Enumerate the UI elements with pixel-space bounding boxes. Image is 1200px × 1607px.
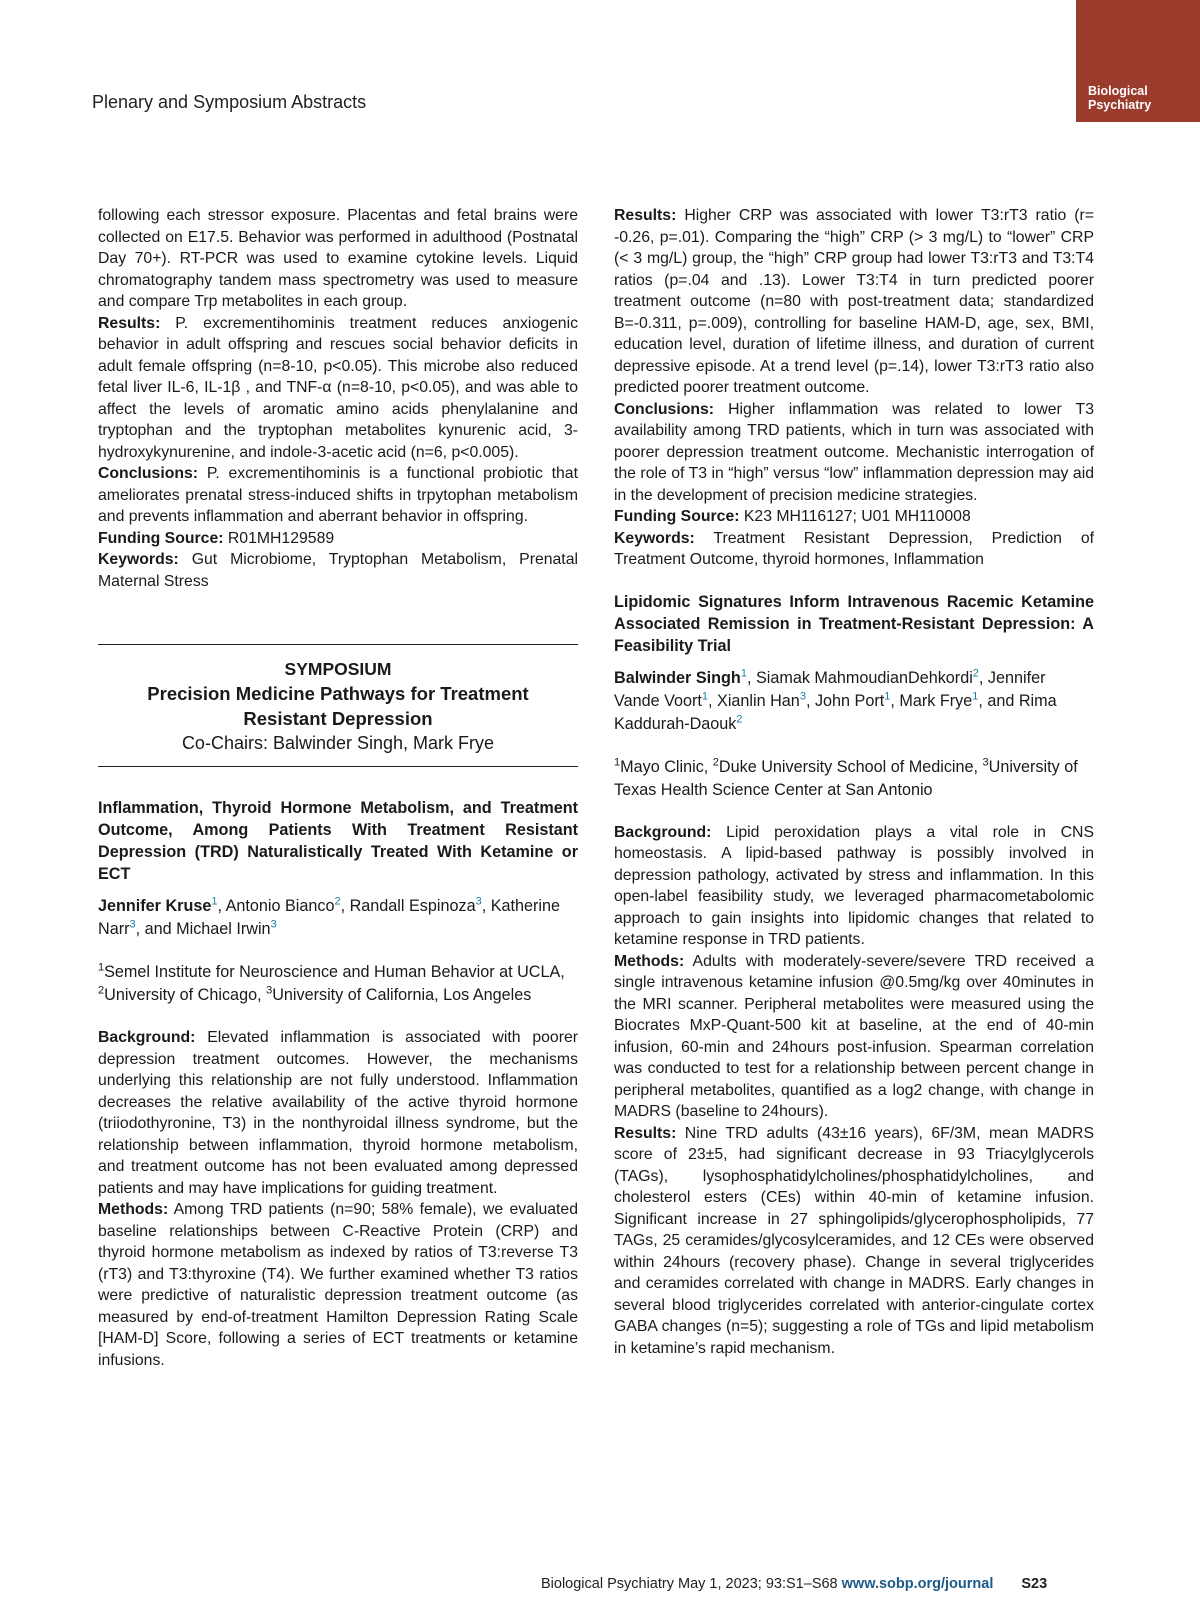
author-sup: 1: [211, 895, 218, 908]
author-list: [614, 667, 1094, 736]
methods-text: Adults with moderately-severe/severe TRD received a single intravenous ketamine infusion @0.5mg/kg over 40minutes in the MRI scanner. Peripheral metabolites were measured using the Biocrates MxP-Quant-500 kit at baseline, at the end of 40-min infusion, 60-min and 24hours post-infusion. Spearman correlation was conducted to test for a relationship between percent change in peripheral metabolites, quantified as a log2 change, with change in MADRS (baseline to 24hours).: [614, 952, 1094, 1120]
results-text: P. excrementihominis treatment reduces anxiogenic behavior in adult offspring and rescues social behavior deficits in adult female offspring (n=8-10, p<0.05). This microbe also reduced fetal liver IL-6, IL-1β , and TNF-α (n=8-10, p<0.05), and was able to affect the levels of aromatic amino acids phenylalanine and tryptophan and the tryptophan metabolites kynurenic acid, 3-hydroxykynurenine, and indole-3-acetic acid (n=6, p<0.005).: [98, 314, 578, 461]
keywords-text: Treatment Resistant Depression, Prediction of Treatment Outcome, thyroid hormones, Inflammation: [614, 529, 1094, 568]
keywords-text: Gut Microbiome, Tryptophan Metabolism, Prenatal Maternal Stress: [98, 551, 578, 590]
page-number: S23: [1021, 1576, 1048, 1592]
author-name: , Katherine Narr: [98, 897, 561, 938]
author-sup: 2: [972, 667, 979, 680]
continuation-text: following each stressor exposure. Placentas and fetal brains were collected on E17.5. Behavior was performed in adulthood (Postnatal Day 70+). RT-PCR was used to examine cytokine levels. Liquid chromatography tandem mass spectrometry was used to measure and compare Trp metabolites in each group.: [98, 207, 578, 310]
author-name: , and Rima Kaddurah-Daouk: [614, 691, 1057, 733]
affil-sup: 1: [98, 961, 105, 974]
results-paragraph: [98, 313, 578, 464]
abstract-title: Inflammation, Thyroid Hormone Metabolism, and Treatment Outcome, Among Patients With Treatment Resistant Depression (TRD) Naturalistically Treated With Ketamine or ECT: [98, 799, 578, 883]
author-name: , Antonio Bianco: [217, 897, 335, 915]
keywords-label: Keywords:: [614, 529, 695, 547]
background-paragraph: [614, 822, 1094, 951]
keywords-label: Keywords:: [98, 551, 179, 568]
author-sup: 1: [972, 690, 979, 703]
affil-text: Mayo Clinic,: [620, 757, 713, 776]
background-paragraph: [98, 1027, 578, 1199]
author-name: , John Port: [805, 691, 885, 710]
author-sup: 3: [270, 918, 277, 931]
methods-paragraph: [98, 1199, 578, 1371]
conclusions-text: P. excrementihominis is a functional probiotic that ameliorates prenatal stress-induced shifts in trpytophan metabolism and prevents inflammation and aberrant behavior in offspring.: [98, 465, 578, 525]
affil-sup: 3: [266, 984, 273, 997]
affil-sup: 2: [712, 756, 719, 769]
author-sup: 3: [475, 895, 482, 908]
left-column: [98, 205, 578, 1371]
symposium-box: [98, 644, 578, 767]
lead-author: Jennifer Kruse: [98, 897, 212, 915]
methods-text: Among TRD patients (n=90; 58% female), we evaluated baseline relationships between C-Reactive Protein (CRP) and thyroid hormone metabolism as indexed by ratios of T3:reverse T3 (rT3) and T3:thyroxine (T4). We further examined whether T3 ratios were predictive of naturalistic depression treatment outcome (as measured by end-of-treatment Hamilton Depression Rating Scale [HAM-D] Score, following a series of ECT treatments or ketamine infusions.: [98, 1201, 578, 1369]
author-sup: 3: [129, 918, 136, 931]
page-footer: [541, 1576, 1047, 1592]
author-sup: 2: [334, 895, 341, 908]
funding-label: Funding Source:: [98, 529, 224, 547]
journal-badge: [1076, 0, 1200, 122]
affil-sup: 3: [982, 756, 989, 769]
affil-text: University of Chicago,: [104, 986, 267, 1004]
author-name: , Jennifer Vande Voort: [614, 668, 1046, 710]
author-name: , Xianlin Han: [708, 691, 800, 710]
author-sup: 1: [701, 690, 709, 703]
results-label: Results:: [614, 207, 677, 224]
symposium-chairs: Co-Chairs: Balwinder Singh, Mark Frye: [181, 733, 495, 753]
affil-text: Duke University School of Medicine,: [718, 757, 983, 776]
methods-paragraph: [614, 951, 1094, 1123]
background-label: Background:: [98, 1029, 196, 1046]
author-sup: 3: [799, 690, 806, 703]
conclusions-paragraph: [614, 399, 1094, 507]
keywords-paragraph: [614, 528, 1094, 571]
results-paragraph: [614, 205, 1094, 399]
author-name: , Randall Espinoza: [340, 897, 476, 915]
author-sup: 2: [736, 713, 743, 726]
conclusions-paragraph: [98, 463, 578, 528]
funding-label: Funding Source:: [614, 508, 740, 525]
results-label: Results:: [98, 314, 161, 332]
journal-url-link[interactable]: www.sobp.org/journal: [841, 1576, 994, 1592]
journal-badge-line1: Biological: [1088, 84, 1148, 98]
funding-text: R01MH129589: [223, 529, 335, 547]
affil-text: University of Texas Health Science Center at San Antonio: [614, 757, 1078, 799]
affil-text: Semel Institute for Neuroscience and Human Behavior at UCLA,: [104, 963, 565, 981]
right-column: [614, 205, 1094, 1359]
results-text: Higher CRP was associated with lower T3:rT3 ratio (r= -0.26, p=.01). Comparing the “high” CRP (> 3 mg/L) to “lower” CRP (< 3 mg/L) group, the “high” CRP group had lower T3:rT3 and T3:T4 ratios (p=.04 and .13). Lower T3:T4 in turn predicted poorer treatment outcome (n=80 with post-treatment data; standardized B=-0.311, p=.009), controlling for baseline HAM-D, age, sex, BMI, education level, duration of lifetime illness, and duration of current depressive episode. At a trend level (p=.14), lower T3:rT3 ratio also predicted poorer treatment outcome.: [614, 207, 1094, 396]
funding-text: K23 MH116127; U01 MH110008: [739, 508, 971, 525]
footer-citation: Biological Psychiatry May 1, 2023; 93:S1–S68: [541, 1576, 842, 1592]
author-name: , Siamak MahmoudianDehkordi: [746, 668, 973, 687]
symposium-title-line1: Precision Medicine Pathways for Treatment: [147, 683, 529, 704]
funding-paragraph: [614, 506, 1094, 528]
affiliations: [98, 961, 578, 1007]
methods-label: Methods:: [614, 952, 685, 970]
symposium-heading: SYMPOSIUM: [284, 659, 392, 679]
affiliations: [614, 756, 1094, 802]
results-text: Nine TRD adults (43±16 years), 6F/3M, mean MADRS score of 23±5, had significant decrease in 93 Triacylglycerols (TAGs), lysophosphatidylcholines/phosphatidylcholines, and cholesterol esters (CEs) within 40-min of ketamine infusion. Significant increase in 27 sphingolipids/glycerophospholipids, 77 TAGs, 25 ceramides/glycosylceramides, and 12 CEs were observed within 24hours (recovery phase). Change in several triglycerides and ceramides correlated with change in MADRS. Early changes in several blood triglycerides correlated with anterior-cingulate cortex GABA changes (n=5); suggesting a role of TGs and lipid metabolism in ketamine’s rapid mechanism.: [614, 1124, 1094, 1357]
affil-text: University of California, Los Angeles: [272, 986, 532, 1004]
conclusions-label: Conclusions:: [98, 465, 199, 482]
author-name: , Mark Frye: [890, 691, 973, 710]
affil-sup: 2: [98, 984, 105, 997]
conclusions-label: Conclusions:: [614, 400, 715, 418]
running-head: Plenary and Symposium Abstracts: [92, 92, 367, 112]
conclusions-text: Higher inflammation was related to lower T3 availability among TRD patients, which in turn was associated with poorer depression treatment outcome. Mechanistic interrogation of the role of T3 in “high” versus “low” inflammation depression may aid in the development of precision medicine strategies.: [614, 400, 1094, 504]
affil-sup: 1: [614, 756, 621, 769]
symposium-title-line2: Resistant Depression: [243, 708, 433, 729]
results-paragraph: [614, 1123, 1094, 1360]
author-sup: 1: [740, 667, 747, 680]
background-text: Lipid peroxidation plays a vital role in CNS homeostasis. A lipid-based pathway is possibly involved in depression pathology, activated by stress and inflammation. In this open-label feasibility study, we leveraged pharmacometabolomic approach to gain insights into lipidomic changes that related to ketamine response in TRD patients.: [614, 823, 1094, 948]
results-label: Results:: [614, 1124, 677, 1142]
author-list: [98, 895, 578, 941]
lead-author: Balwinder Singh: [614, 668, 741, 687]
author-name: , and Michael Irwin: [135, 920, 271, 938]
background-text: Elevated inflammation is associated with poorer depression treatment outcomes. However, the mechanisms underlying this relationship are not fully understood. Inflammation decreases the relative availability of the active thyroid hormone (triiodothyronine, T3) in the nonthyroidal illness syndrome, but the relationship between inflammation, thyroid hormone metabolism, and treatment outcome has not been evaluated among depressed patients and may have implications for guiding treatment.: [98, 1029, 578, 1197]
journal-badge-line2: Psychiatry: [1088, 98, 1152, 112]
keywords-paragraph: [98, 549, 578, 592]
funding-paragraph: [98, 528, 578, 550]
methods-label: Methods:: [98, 1201, 169, 1218]
author-sup: 1: [884, 690, 891, 703]
abstract-title: Lipidomic Signatures Inform Intravenous Racemic Ketamine Associated Remission in Treatment-Resistant Depression: A Feasibility Trial: [614, 592, 1094, 655]
background-label: Background:: [614, 823, 712, 841]
